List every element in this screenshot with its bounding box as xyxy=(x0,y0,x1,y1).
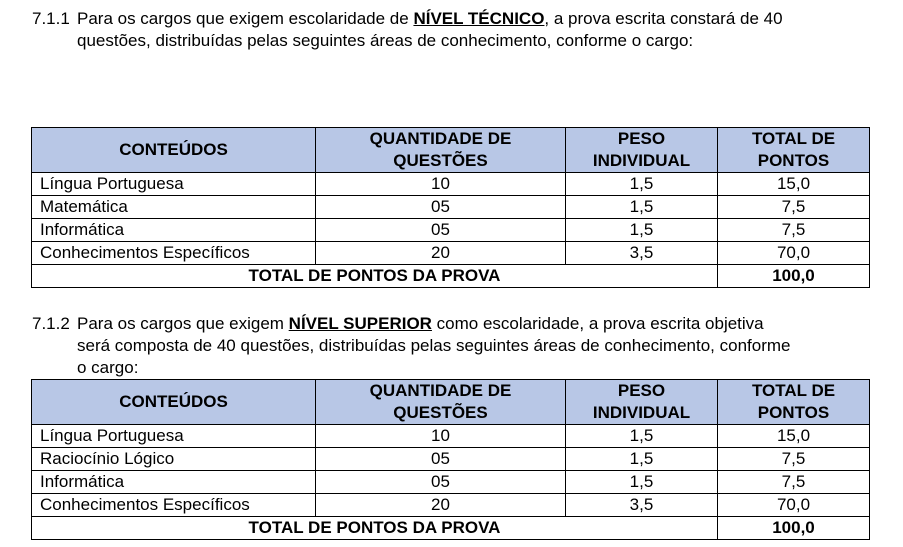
header-peso xyxy=(566,128,718,173)
level-highlight: NÍVEL SUPERIOR xyxy=(288,314,432,333)
section-7-1-1-paragraph xyxy=(32,8,870,52)
table-row xyxy=(32,219,870,242)
cell-points: 7,5 xyxy=(718,196,870,219)
cell-points: 70,0 xyxy=(718,242,870,265)
cell-content: Língua Portuguesa xyxy=(32,425,316,448)
header-line: TOTAL DE xyxy=(751,129,836,148)
header-line: QUESTÕES xyxy=(393,151,488,170)
header-line: QUANTIDADE DE xyxy=(369,129,512,148)
cell-content: Conhecimentos Específicos xyxy=(32,242,316,265)
table-row xyxy=(32,425,870,448)
paragraph-text: Para os cargos que exigem escolaridade de xyxy=(77,9,414,28)
cell-qty: 10 xyxy=(316,425,566,448)
cell-weight: 3,5 xyxy=(566,242,718,265)
header-line: TOTAL DE xyxy=(751,381,836,400)
cell-qty: 05 xyxy=(316,219,566,242)
header-line: QUESTÕES xyxy=(393,403,488,422)
cell-weight: 1,5 xyxy=(566,471,718,494)
table-row xyxy=(32,494,870,517)
header-total xyxy=(718,380,870,425)
table-header-row xyxy=(32,380,870,425)
cell-qty: 10 xyxy=(316,173,566,196)
header-line: PESO xyxy=(617,129,666,148)
cell-qty: 20 xyxy=(316,494,566,517)
level-highlight: NÍVEL TÉCNICO xyxy=(413,9,545,28)
section-number: 7.1.2 xyxy=(32,314,70,333)
table-row xyxy=(32,448,870,471)
cell-weight: 1,5 xyxy=(566,448,718,471)
paragraph-line: será composta de 40 questões, distribuídas pelas seguintes áreas de conhecimento, conforme xyxy=(77,336,791,355)
table-total-row xyxy=(32,517,870,540)
section-7-1-2-paragraph xyxy=(32,313,840,379)
table-row xyxy=(32,173,870,196)
cell-points: 7,5 xyxy=(718,471,870,494)
paragraph-text: , a prova escrita constará de 40 xyxy=(544,9,783,28)
paragraph-text: como escolaridade, a prova escrita objetiva xyxy=(431,314,764,333)
table-row xyxy=(32,471,870,494)
cell-weight: 1,5 xyxy=(566,196,718,219)
paragraph-line: o cargo: xyxy=(77,358,139,377)
cell-qty: 20 xyxy=(316,242,566,265)
table-total-row xyxy=(32,265,870,288)
header-conteudos: CONTEÚDOS xyxy=(32,128,316,173)
cell-points: 70,0 xyxy=(718,494,870,517)
cell-content: Língua Portuguesa xyxy=(32,173,316,196)
total-value: 100,0 xyxy=(718,265,870,288)
cell-content: Informática xyxy=(32,219,316,242)
header-line: INDIVIDUAL xyxy=(592,403,691,422)
nivel-superior-table xyxy=(31,379,870,540)
cell-weight: 1,5 xyxy=(566,173,718,196)
cell-content: Matemática xyxy=(32,196,316,219)
header-conteudos: CONTEÚDOS xyxy=(32,380,316,425)
cell-content: Informática xyxy=(32,471,316,494)
header-line: QUANTIDADE DE xyxy=(369,381,512,400)
header-line: PESO xyxy=(617,381,666,400)
total-label: TOTAL DE PONTOS DA PROVA xyxy=(32,517,718,540)
cell-points: 15,0 xyxy=(718,173,870,196)
cell-points: 7,5 xyxy=(718,448,870,471)
nivel-tecnico-table xyxy=(31,127,870,288)
cell-points: 15,0 xyxy=(718,425,870,448)
table-row xyxy=(32,196,870,219)
header-line: PONTOS xyxy=(757,403,830,422)
paragraph-text: Para os cargos que exigem xyxy=(77,314,289,333)
cell-qty: 05 xyxy=(316,448,566,471)
cell-weight: 1,5 xyxy=(566,219,718,242)
paragraph-line: questões, distribuídas pelas seguintes áreas de conhecimento, conforme o cargo: xyxy=(77,31,694,50)
cell-weight: 3,5 xyxy=(566,494,718,517)
cell-content: Conhecimentos Específicos xyxy=(32,494,316,517)
header-quantidade xyxy=(316,128,566,173)
header-peso xyxy=(566,380,718,425)
cell-points: 7,5 xyxy=(718,219,870,242)
table-header-row xyxy=(32,128,870,173)
cell-weight: 1,5 xyxy=(566,425,718,448)
header-line: PONTOS xyxy=(757,151,830,170)
header-line: INDIVIDUAL xyxy=(592,151,691,170)
cell-content: Raciocínio Lógico xyxy=(32,448,316,471)
table-row xyxy=(32,242,870,265)
cell-qty: 05 xyxy=(316,196,566,219)
section-number: 7.1.1 xyxy=(32,9,70,28)
header-total xyxy=(718,128,870,173)
total-label: TOTAL DE PONTOS DA PROVA xyxy=(32,265,718,288)
total-value: 100,0 xyxy=(718,517,870,540)
header-quantidade xyxy=(316,380,566,425)
cell-qty: 05 xyxy=(316,471,566,494)
